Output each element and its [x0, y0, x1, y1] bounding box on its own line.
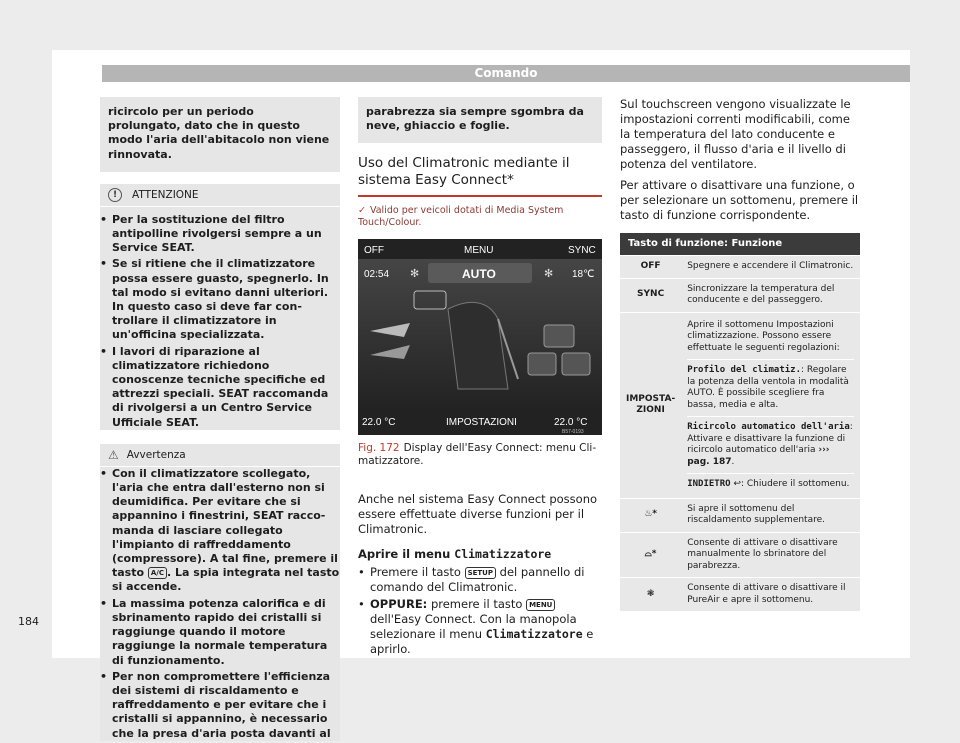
key-cell [620, 578, 681, 612]
step-item: • Premere il tasto SETUP del pannello di comando del Climatronic. [358, 565, 602, 595]
temp-right-top: 18℃ [572, 269, 595, 281]
figure-code: B57-0193 [562, 429, 584, 436]
table-row [620, 256, 860, 279]
table-row [620, 278, 860, 312]
section-title: Uso del Climatronic mediante il sistema Easy Connect* [358, 155, 602, 197]
table-row [620, 312, 860, 498]
sub-desc: Profilo del climatiz.: Regolare la potenza della ventola in modalità AUTO. È possibile scegliere fra bassa, media e alta. [687, 359, 854, 416]
column-right [620, 97, 860, 611]
paragraph: Sul touchscreen vengono visualizzate le impostazioni correnti modificabili, come la temperatura del lato conducente e passeggero, il flusso d'aria e il livello di potenza del ventilatore. [620, 97, 851, 171]
settings-button: IMPOSTAZIONI [446, 417, 517, 429]
page [52, 50, 910, 740]
warning-item: • Se si ritiene che il climatizzatore possa essere guasto, spegnerlo. In tal modo si evitano danni ulteriori. In questo caso si deve far controllare il climatizzatore in un'officina specializzata. [100, 257, 340, 342]
step-item: • OPPURE: premere il tasto MENU dell'Easy Connect. Con la manopola selezionare il menu Climatizzatore e aprirlo. [358, 597, 602, 657]
desc-cell: Consente di attivare o disattivare manualmente lo sbrinatore del parabrezza. [681, 532, 860, 578]
auto-label: AUTO [462, 267, 496, 282]
desc-cell: Sincronizzare la temperatura del conducente e del passeggero. [681, 278, 860, 312]
validity-note: ✓ Valido per veicoli dotati di Media System Touch/Colour. [358, 205, 564, 229]
seat-heat-icon [544, 325, 574, 347]
key-cell: OFF [620, 256, 681, 279]
desc-cell: Spegnere e accendere il Climatronic. [681, 256, 860, 279]
table-row [620, 498, 860, 532]
note-item: • Con il climatizzatore scollegato, l'aria che entra dall'esterno non si deumidifica. Per evitare che si appannino i finestrini, SEAT raccomanda di lasciare collegato l'impianto di raffreddamento (compressore). A tal fine, premere il tasto A/C . La spia integrata nel tasto si accende. [100, 467, 340, 595]
menu-button: MENU [464, 245, 494, 257]
body-text [358, 492, 602, 657]
note-title: Avvertenza [126, 448, 186, 461]
subheading: Aprire il menu Climatizzatore [358, 547, 552, 562]
note-list [100, 467, 340, 741]
info-circle-icon: ! [108, 188, 122, 202]
setup-key-icon: SETUP [465, 567, 496, 579]
climatronic-screen [358, 239, 602, 435]
pureair-icon: ❃ [646, 588, 655, 599]
continuation-box: parabrezza sia sempre sgombra da neve, ghiaccio e foglie. [358, 97, 602, 143]
sync-button: SYNC [568, 245, 596, 257]
back-arrow-icon: ↩ [733, 479, 741, 489]
warning-title: ATTENZIONE [132, 188, 199, 201]
key-cell: ⌓* [620, 532, 681, 578]
warning-item: • Per la sostituzione del filtro antipolline rivolgersi sempre a un Service SEAT. [100, 213, 340, 256]
note-item: • La massima potenza calorifica e di sbrinamento rapido dei cristalli si raggiunge quando il motore raggiunge la normale temperatura di funzionamento. [100, 597, 340, 668]
page-number: 184 [18, 615, 39, 628]
table-header: Tasto di funzione: Funzione [620, 233, 860, 256]
key-cell: ♨* [620, 498, 681, 532]
fan-icon: ✻ [544, 267, 554, 281]
warning-box [100, 184, 340, 430]
note-box [100, 444, 340, 741]
ac-key-icon: A/C [148, 567, 167, 579]
fan-icon: ✻ [410, 267, 420, 281]
figure-caption: Fig. 172 Display dell'Easy Connect: menu Climatizzatore. [358, 442, 597, 468]
sub-desc: Ricircolo automatico dell'aria: Attivare e disattivare la funzione di ricircolo automatico dell'aria ››› pag. 187. [687, 416, 854, 473]
table-row [620, 532, 860, 578]
clock-display: 02:54 [364, 269, 390, 281]
off-button: OFF [364, 245, 384, 257]
menu-key-icon: MENU [526, 599, 555, 611]
note-header [100, 444, 340, 467]
temp-left: 22.0 °C [362, 417, 396, 429]
function-table [620, 233, 860, 611]
sub-desc: Aprire il sottomenu Impostazioni climatizzazione. Possono essere effettuate le seguenti regolazioni: [687, 319, 840, 353]
paragraph: Anche nel sistema Easy Connect possono essere effettuate diverse funzioni per il Climatronic. [358, 492, 598, 537]
warning-item: • I lavori di riparazione al climatizzatore richiedono conoscenze tecniche specifiche ed attrezzi speciali. SEAT raccomanda di rivolgersi a un Centro Service Ufficiale SEAT. [100, 345, 340, 430]
heater-icon: ♨ [644, 509, 653, 520]
pureair-icon [528, 353, 556, 375]
note-item: • Per non compromettere l'efficienza dei sistemi di riscaldamento e raffreddamento e per evitare che i cristalli si appannino, è necessario che la presa d'aria posta davanti al [100, 670, 340, 741]
desc-cell: Si apre il sottomenu del riscaldamento supplementare. [681, 498, 860, 532]
column-left [100, 97, 340, 743]
table-row [620, 578, 860, 612]
page-header: Comando [102, 65, 910, 82]
checkmark-icon: ✓ [358, 205, 366, 217]
sub-desc: INDIETRO ↩: Chiudere il sottomenu. [687, 473, 854, 496]
desc-cell [681, 312, 860, 498]
windscreen-defrost-icon [562, 353, 590, 375]
temp-right: 22.0 °C [554, 417, 588, 429]
warning-triangle-icon: ⚠ [108, 447, 119, 462]
intro-text-box: ricircolo per un periodo prolungato, dato che in questo modo l'aria dell'abitacolo non viene rinnovata. [100, 97, 340, 172]
key-cell: SYNC [620, 278, 681, 312]
warning-header [100, 184, 340, 207]
warning-list [100, 207, 340, 430]
desc-cell: Consente di attivare o disattivare il PureAir e apre il sottomenu. [681, 578, 860, 612]
paragraph: Per attivare o disattivare una funzione, o per selezionare un sottomenu, premere il tasto di funzione corrispondente. [620, 178, 859, 222]
steps-list [358, 565, 602, 657]
windscreen-defrost-icon: ⌓ [644, 549, 652, 559]
key-cell: IMPOSTAZIONI [620, 312, 681, 498]
column-middle [358, 97, 602, 659]
easy-connect-figure [358, 239, 602, 435]
